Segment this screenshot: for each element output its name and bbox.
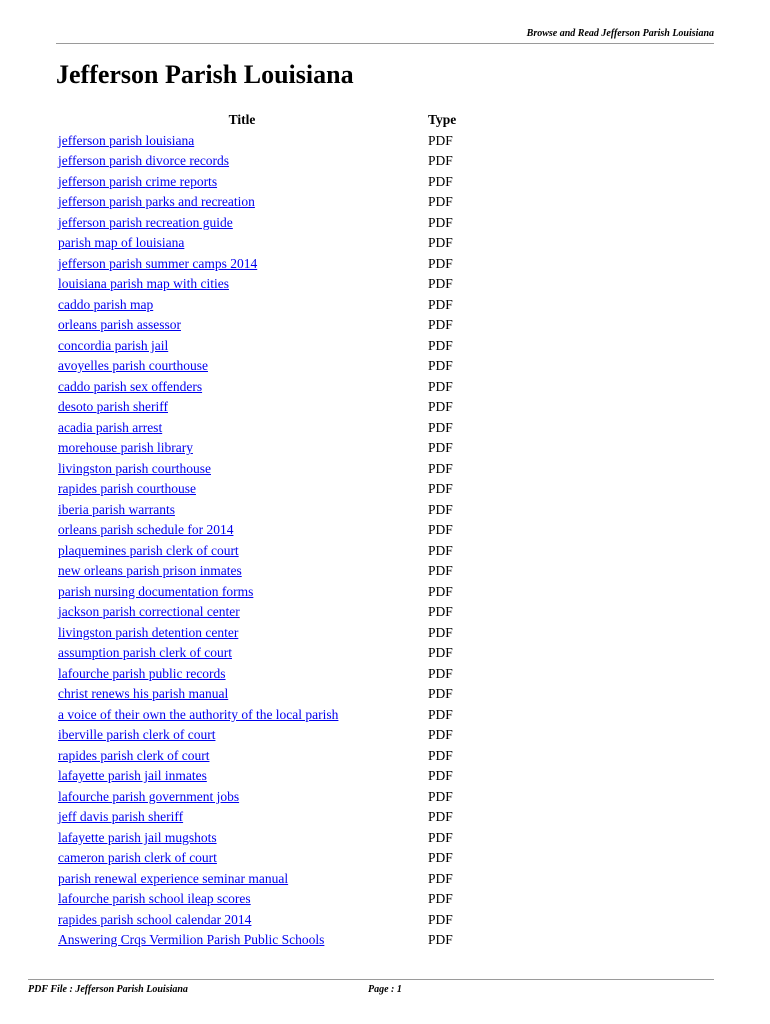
file-type-cell: PDF xyxy=(428,932,453,948)
document-link[interactable]: iberia parish warrants xyxy=(58,501,175,517)
title-cell xyxy=(56,705,428,726)
table-row xyxy=(56,930,456,951)
document-link[interactable]: lafourche parish government jobs xyxy=(58,788,240,804)
footer-page-number: Page : 1 xyxy=(368,984,402,995)
title-cell xyxy=(56,151,428,172)
document-link[interactable]: louisiana parish map with cities xyxy=(58,276,229,292)
title-cell xyxy=(56,582,428,603)
table-row xyxy=(56,295,456,316)
document-link[interactable]: lafourche parish school ileap scores xyxy=(58,891,251,907)
title-cell xyxy=(56,766,428,787)
title-cell xyxy=(56,254,428,275)
table-row xyxy=(56,172,456,193)
table-row xyxy=(56,582,456,603)
document-link[interactable]: rapides parish clerk of court xyxy=(58,747,210,763)
title-cell xyxy=(56,131,428,152)
document-link[interactable]: avoyelles parish courthouse xyxy=(58,358,208,374)
file-type-cell: PDF xyxy=(428,604,453,620)
document-link[interactable]: parish nursing documentation forms xyxy=(58,583,254,599)
title-cell xyxy=(56,233,428,254)
table-row xyxy=(56,356,456,377)
document-link[interactable]: jefferson parish parks and recreation xyxy=(58,194,255,210)
file-type-cell: PDF xyxy=(428,419,453,435)
table-row xyxy=(56,828,456,849)
file-type-cell: PDF xyxy=(428,501,453,517)
file-type-cell: PDF xyxy=(428,255,453,271)
title-cell xyxy=(56,295,428,316)
title-cell xyxy=(56,561,428,582)
document-link[interactable]: cameron parish clerk of court xyxy=(58,850,217,866)
file-type-cell: PDF xyxy=(428,583,453,599)
document-link[interactable]: parish renewal experience seminar manual xyxy=(58,870,289,886)
table-row xyxy=(56,315,456,336)
table-row xyxy=(56,254,456,275)
file-type-cell: PDF xyxy=(428,235,453,251)
file-type-cell: PDF xyxy=(428,891,453,907)
title-cell xyxy=(56,336,428,357)
title-cell xyxy=(56,643,428,664)
document-link[interactable]: jackson parish correctional center xyxy=(58,604,240,620)
title-cell xyxy=(56,807,428,828)
title-cell xyxy=(56,746,428,767)
title-cell xyxy=(56,910,428,931)
file-type-cell: PDF xyxy=(428,706,453,722)
document-link[interactable]: jefferson parish recreation guide xyxy=(58,214,233,230)
title-cell xyxy=(56,623,428,644)
file-type-cell: PDF xyxy=(428,747,453,763)
file-type-cell: PDF xyxy=(428,563,453,579)
document-link[interactable]: new orleans parish prison inmates xyxy=(58,563,242,579)
document-link[interactable]: livingston parish detention center xyxy=(58,624,239,640)
file-type-cell: PDF xyxy=(428,665,453,681)
table-row xyxy=(56,418,456,439)
table-row xyxy=(56,664,456,685)
document-link[interactable]: parish map of louisiana xyxy=(58,235,185,251)
header-divider xyxy=(56,43,714,44)
table-row xyxy=(56,705,456,726)
title-cell xyxy=(56,192,428,213)
title-cell xyxy=(56,684,428,705)
title-cell xyxy=(56,315,428,336)
table-row xyxy=(56,192,456,213)
file-type-cell: PDF xyxy=(428,214,453,230)
document-link[interactable]: lafayette parish jail inmates xyxy=(58,768,207,784)
table-row xyxy=(56,787,456,808)
title-cell xyxy=(56,500,428,521)
table-row xyxy=(56,151,456,172)
title-cell xyxy=(56,479,428,500)
table-row xyxy=(56,233,456,254)
title-cell xyxy=(56,397,428,418)
table-row xyxy=(56,684,456,705)
file-type-cell: PDF xyxy=(428,645,453,661)
table-row xyxy=(56,541,456,562)
title-cell xyxy=(56,356,428,377)
table-body xyxy=(56,131,456,951)
table-row xyxy=(56,848,456,869)
document-link[interactable]: morehouse parish library xyxy=(58,440,193,456)
table-row xyxy=(56,397,456,418)
title-cell xyxy=(56,848,428,869)
footer-file-label: PDF File : Jefferson Parish Louisiana xyxy=(28,984,188,995)
table-row xyxy=(56,213,456,234)
title-cell xyxy=(56,869,428,890)
title-cell xyxy=(56,520,428,541)
document-link[interactable]: assumption parish clerk of court xyxy=(58,645,232,661)
table-row xyxy=(56,336,456,357)
file-type-cell: PDF xyxy=(428,194,453,210)
table-row xyxy=(56,274,456,295)
title-cell xyxy=(56,889,428,910)
title-cell xyxy=(56,274,428,295)
file-type-cell: PDF xyxy=(428,317,453,333)
file-type-cell: PDF xyxy=(428,358,453,374)
document-link[interactable]: orleans parish schedule for 2014 xyxy=(58,522,234,538)
title-cell xyxy=(56,828,428,849)
file-type-cell: PDF xyxy=(428,624,453,640)
title-cell xyxy=(56,172,428,193)
table-row xyxy=(56,869,456,890)
title-cell xyxy=(56,459,428,480)
file-type-cell: PDF xyxy=(428,850,453,866)
file-type-cell: PDF xyxy=(428,337,453,353)
file-type-cell: PDF xyxy=(428,768,453,784)
document-link[interactable]: lafayette parish jail mugshots xyxy=(58,829,217,845)
document-link[interactable]: caddo parish map xyxy=(58,296,154,312)
title-cell xyxy=(56,377,428,398)
document-link[interactable]: iberville parish clerk of court xyxy=(58,727,216,743)
document-link[interactable]: jeff davis parish sheriff xyxy=(58,809,184,825)
file-type-cell: PDF xyxy=(428,911,453,927)
table-row xyxy=(56,500,456,521)
document-link[interactable]: desoto parish sheriff xyxy=(58,399,168,415)
table-row xyxy=(56,377,456,398)
document-link[interactable]: rapides parish courthouse xyxy=(58,481,196,497)
table-row xyxy=(56,459,456,480)
table-row xyxy=(56,643,456,664)
table-row xyxy=(56,889,456,910)
document-link[interactable]: plaquemines parish clerk of court xyxy=(58,542,239,558)
title-cell xyxy=(56,930,428,951)
footer-divider xyxy=(28,979,714,980)
table-row xyxy=(56,479,456,500)
file-type-cell: PDF xyxy=(428,399,453,415)
document-link[interactable]: jefferson parish divorce records xyxy=(58,153,230,169)
document-link[interactable]: rapides parish school calendar 2014 xyxy=(58,911,252,927)
document-link[interactable]: acadia parish arrest xyxy=(58,419,163,435)
file-type-cell: PDF xyxy=(428,132,453,148)
file-type-cell: PDF xyxy=(428,829,453,845)
file-type-cell: PDF xyxy=(428,440,453,456)
title-cell xyxy=(56,418,428,439)
table-row xyxy=(56,131,456,152)
document-link[interactable]: orleans parish assessor xyxy=(58,317,181,333)
document-link[interactable]: lafourche parish public records xyxy=(58,665,226,681)
file-type-cell: PDF xyxy=(428,809,453,825)
document-title: Jefferson Parish Louisiana xyxy=(56,60,354,89)
file-type-cell: PDF xyxy=(428,481,453,497)
title-column-header: Title xyxy=(228,112,256,128)
table-row xyxy=(56,623,456,644)
title-cell xyxy=(56,664,428,685)
file-list-table xyxy=(56,110,456,951)
table-header-row xyxy=(56,110,456,131)
file-type-cell: PDF xyxy=(428,460,453,476)
document-link[interactable]: christ renews his parish manual xyxy=(58,686,229,702)
title-cell xyxy=(56,213,428,234)
table-row xyxy=(56,725,456,746)
document-link[interactable]: concordia parish jail xyxy=(58,337,169,353)
table-row xyxy=(56,561,456,582)
type-column-header: Type xyxy=(428,112,457,128)
document-link[interactable]: jefferson parish summer camps 2014 xyxy=(58,255,258,271)
file-type-cell: PDF xyxy=(428,870,453,886)
file-type-cell: PDF xyxy=(428,542,453,558)
table-row xyxy=(56,746,456,767)
file-type-cell: PDF xyxy=(428,153,453,169)
table-row xyxy=(56,602,456,623)
file-type-cell: PDF xyxy=(428,727,453,743)
document-link[interactable]: jefferson parish crime reports xyxy=(58,173,218,189)
document-link[interactable]: jefferson parish louisiana xyxy=(58,132,195,148)
file-type-cell: PDF xyxy=(428,173,453,189)
title-cell xyxy=(56,541,428,562)
running-header: Browse and Read Jefferson Parish Louisiana xyxy=(526,28,714,39)
file-type-cell: PDF xyxy=(428,686,453,702)
table-row xyxy=(56,520,456,541)
title-cell xyxy=(56,438,428,459)
file-type-cell: PDF xyxy=(428,788,453,804)
title-cell xyxy=(56,602,428,623)
table-row xyxy=(56,807,456,828)
document-link[interactable]: Answering Crqs Vermilion Parish Public Schools xyxy=(58,932,325,948)
document-link[interactable]: caddo parish sex offenders xyxy=(58,378,203,394)
title-cell xyxy=(56,725,428,746)
file-type-cell: PDF xyxy=(428,276,453,292)
table-row xyxy=(56,766,456,787)
title-cell xyxy=(56,787,428,808)
table-row xyxy=(56,438,456,459)
file-type-cell: PDF xyxy=(428,522,453,538)
file-type-cell: PDF xyxy=(428,378,453,394)
document-link[interactable]: a voice of their own the authority of the local parish xyxy=(58,706,339,722)
table-row xyxy=(56,910,456,931)
file-type-cell: PDF xyxy=(428,296,453,312)
document-link[interactable]: livingston parish courthouse xyxy=(58,460,211,476)
